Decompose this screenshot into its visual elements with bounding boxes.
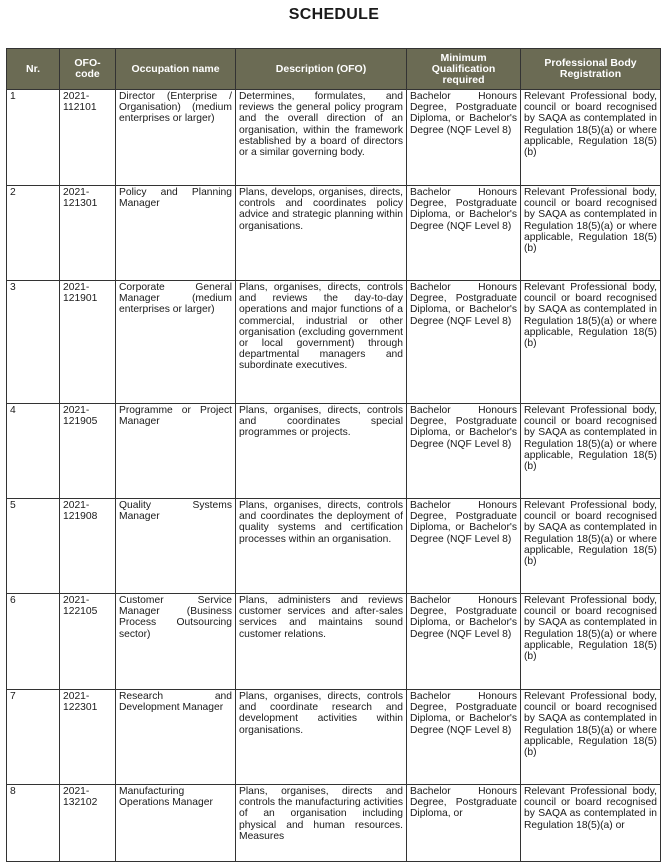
- row-number: 3: [7, 281, 60, 404]
- row-number: 2: [7, 186, 60, 281]
- occupation-description: Plans, organises, directs, controls and coordinate research and development activities within organisations.: [236, 690, 407, 785]
- professional-body-registration: Relevant Professional body, council or board recognised by SAQA as contemplated in Regulation 18(5)(a) or where applicable, Regulation 18(5)(b): [521, 499, 661, 594]
- professional-body-registration: Relevant Professional body, council or board recognised by SAQA as contemplated in Regulation 18(5)(a) or where applicable, Regulation 18(5)(b): [521, 594, 661, 690]
- table-row: [7, 499, 661, 594]
- minimum-qualification: Bachelor Honours Degree, Postgraduate Diploma, or: [407, 785, 521, 862]
- ofo-code: 2021-112101: [60, 90, 116, 186]
- table-row: [7, 186, 661, 281]
- professional-body-registration: Relevant Professional body, council or board recognised by SAQA as contemplated in Regulation 18(5)(a) or where applicable, Regulation 18(5)(b): [521, 690, 661, 785]
- ofo-code: 2021-122301: [60, 690, 116, 785]
- professional-body-registration: Relevant Professional body, council or board recognised by SAQA as contemplated in Regulation 18(5)(a) or where applicable, Regulation 18(5)(b): [521, 186, 661, 281]
- table-row: [7, 404, 661, 499]
- row-number: 1: [7, 90, 60, 186]
- ofo-code: 2021-121908: [60, 499, 116, 594]
- ofo-code: 2021-121905: [60, 404, 116, 499]
- ofo-code: 2021-121901: [60, 281, 116, 404]
- minimum-qualification: Bachelor Honours Degree, Postgraduate Diploma, or Bachelor's Degree (NQF Level 8): [407, 281, 521, 404]
- ofo-code: 2021-132102: [60, 785, 116, 862]
- minimum-qualification: Bachelor Honours Degree, Postgraduate Diploma, or Bachelor's Degree (NQF Level 8): [407, 90, 521, 186]
- header-nr: Nr.: [7, 49, 60, 90]
- occupation-description: Plans, organises, directs and controls the manufacturing activities of an organisation including physical and human resources. Measures: [236, 785, 407, 862]
- row-number: 7: [7, 690, 60, 785]
- professional-body-registration: Relevant Professional body, council or board recognised by SAQA as contemplated in Regulation 18(5)(a) or where applicable, Regulation 18(5)(b): [521, 90, 661, 186]
- professional-body-registration: Relevant Professional body, council or board recognised by SAQA as contemplated in Regulation 18(5)(a) or where applicable, Regulation 18(5)(b): [521, 281, 661, 404]
- header-occupation-name: Occupation name: [116, 49, 236, 90]
- header-qualification: Minimum Qualification required: [407, 49, 521, 90]
- occupation-name: Programme or Project Manager: [116, 404, 236, 499]
- occupation-name: Policy and Planning Manager: [116, 186, 236, 281]
- ofo-code: 2021-122105: [60, 594, 116, 690]
- table-row: [7, 90, 661, 186]
- occupation-name: Corporate General Manager (medium enterprises or larger): [116, 281, 236, 404]
- professional-body-registration: Relevant Professional body, council or board recognised by SAQA as contemplated in Regulation 18(5)(a) or where applicable, Regulation 18(5)(b): [521, 404, 661, 499]
- row-number: 8: [7, 785, 60, 862]
- row-number: 4: [7, 404, 60, 499]
- table-row: [7, 594, 661, 690]
- minimum-qualification: Bachelor Honours Degree, Postgraduate Diploma, or Bachelor's Degree (NQF Level 8): [407, 186, 521, 281]
- row-number: 6: [7, 594, 60, 690]
- header-description: Description (OFO): [236, 49, 407, 90]
- occupation-name: Manufacturing Operations Manager: [116, 785, 236, 862]
- occupation-name: Research and Development Manager: [116, 690, 236, 785]
- occupation-name: Customer Service Manager (Business Process Outsourcing sector): [116, 594, 236, 690]
- table-row: [7, 281, 661, 404]
- ofo-code: 2021-121301: [60, 186, 116, 281]
- page-title: SCHEDULE: [288, 6, 380, 23]
- occupation-description: Plans, organises, directs, controls and reviews the day-to-day operations and major functions of a commercial, industrial or other organisation (excluding government or local government) through departmental managers and subordinate executives.: [236, 281, 407, 404]
- header-row: [7, 49, 661, 90]
- row-number: 5: [7, 499, 60, 594]
- occupation-name: Director (Enterprise / Organisation) (medium enterprises or larger): [116, 90, 236, 186]
- header-professional-body: Professional Body Registration: [521, 49, 661, 90]
- professional-body-registration: Relevant Professional body, council or board recognised by SAQA as contemplated in Regulation 18(5)(a) or: [521, 785, 661, 862]
- occupation-description: Plans, organises, directs, controls and coordinates special programmes or projects.: [236, 404, 407, 499]
- minimum-qualification: Bachelor Honours Degree, Postgraduate Diploma, or Bachelor's Degree (NQF Level 8): [407, 404, 521, 499]
- minimum-qualification: Bachelor Honours Degree, Postgraduate Diploma, or Bachelor's Degree (NQF Level 8): [407, 594, 521, 690]
- occupation-description: Plans, develops, organises, directs, controls and coordinates policy advice and strategic planning within organisations.: [236, 186, 407, 281]
- header-ofo-code: OFO-code: [60, 49, 116, 90]
- table-row: [7, 785, 661, 862]
- table-row: [7, 690, 661, 785]
- occupation-description: Plans, organises, directs, controls and coordinates the deployment of quality systems and certification processes within an organisation.: [236, 499, 407, 594]
- occupation-name: Quality Systems Manager: [116, 499, 236, 594]
- minimum-qualification: Bachelor Honours Degree, Postgraduate Diploma, or Bachelor's Degree (NQF Level 8): [407, 499, 521, 594]
- occupation-description: Plans, administers and reviews customer services and after-sales services and maintains sound customer relations.: [236, 594, 407, 690]
- schedule-table: [6, 48, 661, 862]
- occupation-description: Determines, formulates, and reviews the general policy program and the overall direction of an organisation, within the framework established by a board of directors or a similar governing body.: [236, 90, 407, 186]
- minimum-qualification: Bachelor Honours Degree, Postgraduate Diploma, or Bachelor's Degree (NQF Level 8): [407, 690, 521, 785]
